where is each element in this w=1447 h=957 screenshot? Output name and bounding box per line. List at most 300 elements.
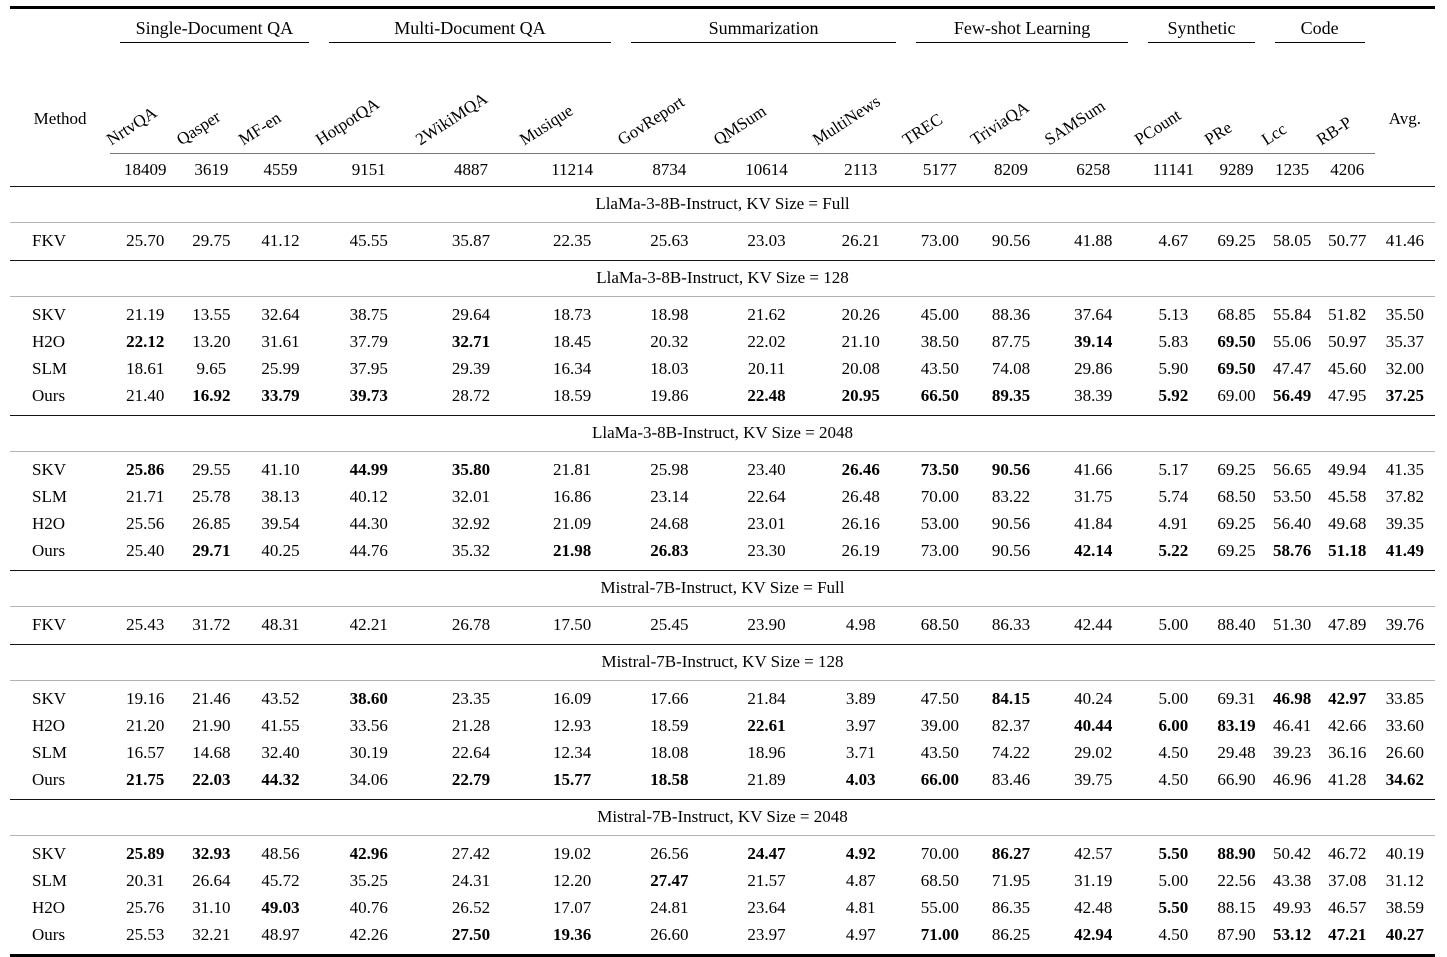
- value-cell: 41.46: [1385, 231, 1425, 250]
- value-cell: 5.13: [1158, 305, 1189, 324]
- value-cell: 39.00: [920, 716, 960, 735]
- method-cell: H2O: [32, 898, 66, 917]
- value-cell: 70.00: [920, 844, 960, 863]
- value-cell: 26.52: [451, 898, 491, 917]
- value-cell: 18.45: [553, 332, 592, 351]
- value-cell: 4.87: [845, 871, 876, 890]
- column-header-2wikimqa: [411, 43, 523, 153]
- value-cell: 40.44: [1074, 716, 1113, 735]
- column-header-lcc: [1257, 43, 1320, 153]
- dataset-size: 1235: [1265, 153, 1320, 186]
- value-cell: 58.76: [1272, 541, 1312, 560]
- method-cell: SKV: [32, 460, 67, 479]
- value-cell: 42.21: [349, 615, 388, 634]
- value-cell: 31.10: [192, 898, 231, 917]
- value-cell: 5.00: [1158, 689, 1189, 708]
- column-header-hotpotqa: [311, 43, 419, 153]
- table-row-ours: [10, 767, 1435, 800]
- column-header-label: Musique: [516, 100, 577, 149]
- value-cell: 66.90: [1217, 770, 1256, 789]
- value-cell: 44.32: [261, 770, 300, 789]
- value-cell: 31.12: [1385, 871, 1425, 890]
- value-cell: 5.74: [1158, 487, 1189, 506]
- value-cell: 33.60: [1385, 716, 1425, 735]
- value-cell: 66.50: [920, 386, 960, 405]
- dataset-size: 18409: [110, 153, 180, 186]
- section-header-row: [10, 260, 1435, 296]
- value-cell: 15.77: [553, 770, 592, 789]
- value-cell: 18.98: [650, 305, 689, 324]
- value-cell: 84.15: [991, 689, 1031, 708]
- section-header-row: [10, 644, 1435, 680]
- table-row-h2o: [10, 895, 1435, 922]
- value-cell: 43.50: [920, 743, 960, 762]
- table-row-slm: [10, 356, 1435, 383]
- value-cell: 39.14: [1074, 332, 1113, 351]
- value-cell: 40.27: [1385, 925, 1425, 944]
- value-cell: 26.46: [841, 460, 880, 479]
- value-cell: 41.49: [1385, 541, 1425, 560]
- value-cell: 56.40: [1272, 514, 1312, 533]
- value-cell: 37.25: [1385, 386, 1425, 405]
- value-cell: 16.34: [553, 359, 592, 378]
- value-cell: 25.70: [126, 231, 165, 250]
- value-cell: 23.35: [451, 689, 491, 708]
- value-cell: 42.94: [1074, 925, 1113, 944]
- value-cell: 42.44: [1074, 615, 1113, 634]
- method-cell: SLM: [32, 359, 67, 378]
- section-title: Mistral-7B-Instruct, KV Size = Full: [10, 570, 1435, 606]
- column-header-label: RB-P: [1312, 112, 1355, 149]
- value-cell: 20.95: [841, 386, 880, 405]
- column-header-label: PCount: [1131, 104, 1185, 149]
- value-cell: 39.54: [261, 514, 300, 533]
- column-header-pcount: [1131, 43, 1208, 153]
- value-cell: 53.50: [1272, 487, 1312, 506]
- value-cell: 88.40: [1217, 615, 1256, 634]
- column-header-label: NrtvQA: [103, 102, 161, 149]
- value-cell: 18.73: [553, 305, 592, 324]
- value-cell: 5.17: [1158, 460, 1189, 479]
- value-cell: 16.86: [553, 487, 592, 506]
- table-row-h2o: [10, 511, 1435, 538]
- value-cell: 32.71: [451, 332, 491, 351]
- value-cell: 32.93: [192, 844, 231, 863]
- column-header-qmsum: [710, 43, 815, 153]
- method-cell: Ours: [32, 925, 66, 944]
- value-cell: 26.48: [841, 487, 880, 506]
- value-cell: 50.42: [1272, 844, 1312, 863]
- section-title: Mistral-7B-Instruct, KV Size = 128: [10, 644, 1435, 680]
- group-header-code: [1265, 8, 1375, 44]
- value-cell: 42.97: [1328, 689, 1367, 708]
- value-cell: 29.86: [1074, 359, 1113, 378]
- method-cell: SLM: [32, 487, 67, 506]
- value-cell: 24.47: [747, 844, 786, 863]
- value-cell: 40.19: [1385, 844, 1425, 863]
- column-header-label: QMSum: [710, 100, 771, 149]
- value-cell: 68.50: [920, 615, 960, 634]
- value-cell: 90.56: [991, 460, 1031, 479]
- value-cell: 90.56: [991, 514, 1031, 533]
- value-cell: 29.75: [192, 231, 231, 250]
- value-cell: 12.34: [553, 743, 592, 762]
- value-cell: 4.98: [845, 615, 876, 634]
- value-cell: 51.18: [1328, 541, 1367, 560]
- value-cell: 22.03: [192, 770, 231, 789]
- column-header-nrtvqa: [103, 43, 180, 153]
- method-cell: SLM: [32, 871, 67, 890]
- value-cell: 47.47: [1272, 359, 1312, 378]
- value-cell: 41.55: [261, 716, 300, 735]
- value-cell: 25.98: [650, 460, 689, 479]
- value-cell: 24.31: [451, 871, 491, 890]
- table-row-h2o: [10, 713, 1435, 740]
- value-cell: 39.73: [349, 386, 388, 405]
- group-header-label: Few-shot Learning: [916, 18, 1128, 43]
- value-cell: 86.35: [991, 898, 1031, 917]
- dataset-size: 4206: [1320, 153, 1375, 186]
- value-cell: 18.59: [553, 386, 592, 405]
- section-header-row: [10, 570, 1435, 606]
- value-cell: 21.98: [553, 541, 592, 560]
- value-cell: 26.19: [841, 541, 880, 560]
- value-cell: 48.97: [261, 925, 300, 944]
- value-cell: 39.76: [1385, 615, 1425, 634]
- value-cell: 29.64: [451, 305, 491, 324]
- table-row-skv: [10, 835, 1435, 868]
- value-cell: 39.23: [1272, 743, 1312, 762]
- value-cell: 51.82: [1328, 305, 1367, 324]
- column-header-govreport: [614, 43, 717, 153]
- value-cell: 5.50: [1158, 844, 1189, 863]
- value-cell: 56.49: [1272, 386, 1312, 405]
- value-cell: 82.37: [991, 716, 1031, 735]
- value-cell: 55.84: [1272, 305, 1312, 324]
- column-header-label: 2WikiMQA: [411, 88, 491, 149]
- value-cell: 4.03: [845, 770, 876, 789]
- value-cell: 47.89: [1328, 615, 1367, 634]
- column-header-musique: [516, 43, 621, 153]
- value-cell: 20.31: [126, 871, 165, 890]
- dataset-size: 4887: [419, 153, 523, 186]
- value-cell: 23.30: [747, 541, 786, 560]
- value-cell: 41.35: [1385, 460, 1425, 479]
- value-cell: 31.72: [192, 615, 231, 634]
- value-cell: 89.35: [991, 386, 1031, 405]
- value-cell: 40.25: [261, 541, 300, 560]
- column-header-label: GovReport: [614, 91, 689, 149]
- value-cell: 86.33: [991, 615, 1031, 634]
- value-cell: 32.00: [1385, 359, 1425, 378]
- section-title: LlaMa-3-8B-Instruct, KV Size = 2048: [10, 415, 1435, 451]
- dataset-size: 10614: [717, 153, 815, 186]
- value-cell: 34.62: [1385, 770, 1425, 789]
- column-header-label: HotpotQA: [311, 93, 383, 149]
- value-cell: 42.14: [1074, 541, 1113, 560]
- group-header-label: Multi-Document QA: [329, 18, 612, 43]
- group-header-label: Summarization: [631, 18, 896, 43]
- value-cell: 38.50: [920, 332, 960, 351]
- value-cell: 58.05: [1272, 231, 1312, 250]
- value-cell: 44.99: [349, 460, 388, 479]
- method-cell: Ours: [32, 541, 66, 560]
- method-cell: SKV: [32, 305, 67, 324]
- value-cell: 37.64: [1074, 305, 1113, 324]
- value-cell: 39.35: [1385, 514, 1425, 533]
- value-cell: 14.68: [192, 743, 231, 762]
- dataset-size: 9289: [1208, 153, 1264, 186]
- value-cell: 83.22: [991, 487, 1031, 506]
- value-cell: 69.50: [1217, 332, 1256, 351]
- value-cell: 29.71: [192, 541, 231, 560]
- value-cell: 21.81: [553, 460, 592, 479]
- value-cell: 44.76: [349, 541, 388, 560]
- value-cell: 23.01: [747, 514, 786, 533]
- value-cell: 17.07: [553, 898, 592, 917]
- value-cell: 41.88: [1074, 231, 1113, 250]
- value-cell: 40.12: [349, 487, 388, 506]
- value-cell: 21.75: [126, 770, 165, 789]
- value-cell: 4.81: [845, 898, 876, 917]
- method-column-spacer: [10, 8, 110, 44]
- value-cell: 35.50: [1385, 305, 1425, 324]
- value-cell: 74.08: [991, 359, 1031, 378]
- value-cell: 88.15: [1217, 898, 1256, 917]
- value-cell: 32.01: [451, 487, 491, 506]
- table-row-ours: [10, 383, 1435, 416]
- value-cell: 22.61: [747, 716, 786, 735]
- value-cell: 6.00: [1158, 716, 1189, 735]
- value-cell: 4.97: [845, 925, 876, 944]
- value-cell: 24.81: [650, 898, 689, 917]
- column-header-pre: [1201, 43, 1264, 153]
- value-cell: 53.00: [920, 514, 960, 533]
- value-cell: 5.90: [1158, 359, 1189, 378]
- column-header-label: Qasper: [173, 106, 225, 149]
- value-cell: 9.65: [196, 359, 227, 378]
- value-cell: 34.06: [349, 770, 388, 789]
- value-cell: 74.22: [991, 743, 1031, 762]
- section-header-row: [10, 186, 1435, 222]
- value-cell: 51.30: [1272, 615, 1312, 634]
- value-cell: 4.50: [1158, 770, 1189, 789]
- value-cell: 30.19: [349, 743, 388, 762]
- value-cell: 69.25: [1217, 514, 1256, 533]
- value-cell: 46.72: [1328, 844, 1367, 863]
- value-cell: 18.96: [747, 743, 786, 762]
- group-header-row: [10, 8, 1435, 44]
- value-cell: 38.13: [261, 487, 300, 506]
- table-row-ours: [10, 922, 1435, 956]
- results-table: [10, 6, 1435, 957]
- section-header-row: [10, 799, 1435, 835]
- column-header-label: MultiNews: [808, 91, 884, 149]
- method-cell: H2O: [32, 514, 66, 533]
- value-cell: 37.79: [349, 332, 388, 351]
- value-cell: 68.85: [1217, 305, 1256, 324]
- dataset-size: 8734: [621, 153, 717, 186]
- method-cell: SLM: [32, 743, 67, 762]
- value-cell: 47.95: [1328, 386, 1367, 405]
- value-cell: 21.09: [553, 514, 592, 533]
- value-cell: 35.87: [451, 231, 491, 250]
- column-header-qasper: [173, 43, 242, 153]
- value-cell: 19.02: [553, 844, 592, 863]
- value-cell: 3.71: [845, 743, 876, 762]
- value-cell: 56.65: [1272, 460, 1312, 479]
- value-cell: 69.31: [1217, 689, 1256, 708]
- size-spacer: [1375, 153, 1435, 186]
- dataset-size: 5177: [906, 153, 974, 186]
- value-cell: 71.95: [991, 871, 1031, 890]
- value-cell: 25.89: [126, 844, 165, 863]
- value-cell: 4.50: [1158, 925, 1189, 944]
- value-cell: 27.47: [650, 871, 689, 890]
- section-title: LlaMa-3-8B-Instruct, KV Size = 128: [10, 260, 1435, 296]
- value-cell: 29.55: [192, 460, 231, 479]
- method-cell: Ours: [32, 386, 66, 405]
- value-cell: 47.50: [920, 689, 960, 708]
- table-row-fkv: [10, 606, 1435, 644]
- value-cell: 33.79: [261, 386, 300, 405]
- dataset-size: 11214: [523, 153, 621, 186]
- value-cell: 48.31: [261, 615, 300, 634]
- value-cell: 29.02: [1074, 743, 1113, 762]
- value-cell: 32.64: [261, 305, 300, 324]
- value-cell: 32.92: [451, 514, 491, 533]
- column-header-label: MF-en: [235, 107, 285, 149]
- value-cell: 5.50: [1158, 898, 1189, 917]
- size-spacer: [10, 153, 110, 186]
- value-cell: 20.11: [747, 359, 786, 378]
- dataset-size: 9151: [319, 153, 419, 186]
- value-cell: 69.25: [1217, 460, 1256, 479]
- value-cell: 21.46: [192, 689, 231, 708]
- value-cell: 25.76: [126, 898, 165, 917]
- table-row-h2o: [10, 329, 1435, 356]
- column-header-row: [10, 43, 1435, 153]
- avg-column-header: Avg.: [1388, 109, 1422, 128]
- value-cell: 55.00: [920, 898, 960, 917]
- section-title: Mistral-7B-Instruct, KV Size = 2048: [10, 799, 1435, 835]
- value-cell: 23.90: [747, 615, 786, 634]
- value-cell: 26.83: [650, 541, 689, 560]
- value-cell: 21.28: [451, 716, 491, 735]
- value-cell: 22.64: [451, 743, 491, 762]
- value-cell: 46.96: [1272, 770, 1312, 789]
- value-cell: 23.64: [747, 898, 786, 917]
- value-cell: 20.08: [841, 359, 880, 378]
- value-cell: 50.97: [1328, 332, 1367, 351]
- value-cell: 86.27: [991, 844, 1031, 863]
- value-cell: 71.00: [920, 925, 960, 944]
- value-cell: 39.75: [1074, 770, 1113, 789]
- value-cell: 25.56: [126, 514, 165, 533]
- table-row-slm: [10, 868, 1435, 895]
- method-cell: H2O: [32, 332, 66, 351]
- dataset-size: 11141: [1138, 153, 1208, 186]
- value-cell: 4.91: [1158, 514, 1189, 533]
- value-cell: 68.50: [1217, 487, 1256, 506]
- table-row-fkv: [10, 222, 1435, 260]
- value-cell: 33.56: [349, 716, 388, 735]
- value-cell: 45.00: [920, 305, 960, 324]
- value-cell: 13.55: [192, 305, 231, 324]
- value-cell: 23.14: [650, 487, 689, 506]
- value-cell: 22.02: [747, 332, 786, 351]
- value-cell: 4.50: [1158, 743, 1189, 762]
- value-cell: 5.00: [1158, 615, 1189, 634]
- group-header-single-document-qa: [110, 8, 318, 44]
- column-header-label: TriviaQA: [967, 97, 1033, 149]
- value-cell: 69.25: [1217, 541, 1256, 560]
- value-cell: 90.56: [991, 231, 1031, 250]
- column-header-triviaqa: [967, 43, 1048, 153]
- value-cell: 42.48: [1074, 898, 1113, 917]
- value-cell: 45.58: [1328, 487, 1367, 506]
- column-header-label: PRe: [1201, 117, 1236, 149]
- value-cell: 21.89: [747, 770, 786, 789]
- value-cell: 16.57: [126, 743, 165, 762]
- dataset-size: 8209: [974, 153, 1048, 186]
- value-cell: 49.93: [1272, 898, 1312, 917]
- dataset-size: 6258: [1048, 153, 1138, 186]
- value-cell: 41.66: [1074, 460, 1113, 479]
- value-cell: 42.66: [1328, 716, 1367, 735]
- value-cell: 42.96: [349, 844, 388, 863]
- method-cell: Ours: [32, 770, 66, 789]
- value-cell: 22.35: [553, 231, 592, 250]
- value-cell: 25.43: [126, 615, 165, 634]
- value-cell: 27.50: [451, 925, 491, 944]
- value-cell: 45.55: [349, 231, 388, 250]
- value-cell: 35.37: [1385, 332, 1425, 351]
- column-header-label: TREC: [898, 109, 946, 149]
- value-cell: 38.59: [1385, 898, 1425, 917]
- value-cell: 73.50: [920, 460, 960, 479]
- table-row-ours: [10, 538, 1435, 571]
- value-cell: 37.08: [1328, 871, 1367, 890]
- column-header-trec: [898, 43, 974, 153]
- value-cell: 87.90: [1217, 925, 1256, 944]
- method-cell: FKV: [32, 231, 67, 250]
- value-cell: 43.52: [261, 689, 300, 708]
- group-header-label: Synthetic: [1148, 18, 1254, 43]
- value-cell: 3.89: [845, 689, 876, 708]
- value-cell: 21.90: [192, 716, 231, 735]
- value-cell: 44.30: [349, 514, 388, 533]
- value-cell: 88.36: [991, 305, 1031, 324]
- value-cell: 19.36: [553, 925, 592, 944]
- value-cell: 18.08: [650, 743, 689, 762]
- value-cell: 19.86: [650, 386, 689, 405]
- value-cell: 19.16: [126, 689, 165, 708]
- table-row-slm: [10, 484, 1435, 511]
- value-cell: 25.53: [126, 925, 165, 944]
- value-cell: 31.75: [1074, 487, 1113, 506]
- value-cell: 12.20: [553, 871, 592, 890]
- value-cell: 32.21: [192, 925, 231, 944]
- value-cell: 49.68: [1328, 514, 1367, 533]
- value-cell: 38.75: [349, 305, 388, 324]
- value-cell: 4.92: [845, 844, 876, 863]
- value-cell: 26.56: [650, 844, 689, 863]
- column-header-samsum: [1041, 43, 1138, 153]
- value-cell: 49.03: [261, 898, 300, 917]
- value-cell: 33.85: [1385, 689, 1425, 708]
- value-cell: 83.46: [991, 770, 1031, 789]
